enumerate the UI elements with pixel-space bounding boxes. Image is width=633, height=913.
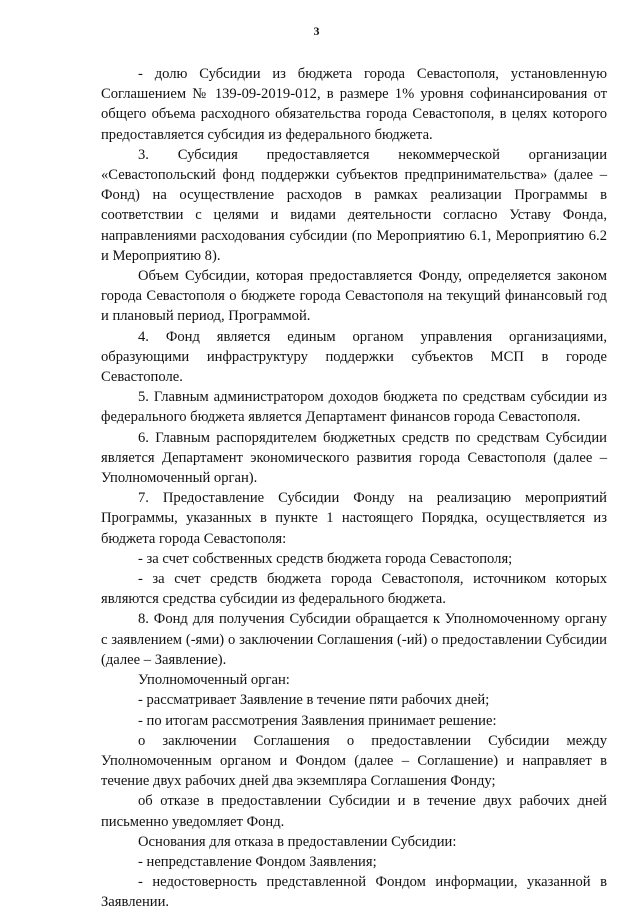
paragraph-item-6: 6. Главным распорядителем бюджетных средств по средствам Субсидии является Департамент экономического развития города Севастополя (далее – Уполномоченный орган). (101, 429, 607, 487)
paragraph-item-8: 8. Фонд для получения Субсидии обращается к Уполномоченному органу с заявлением (-ями) о заключении Соглашения (-ий) о предоставлении Субсидии (далее – Заявление). (101, 611, 607, 668)
paragraph-decision: - по итогам рассмотрения Заявления принимает решение: (138, 712, 497, 729)
paragraph-agreement-conclusion: о заключении Соглашения о предоставлении Субсидии между Уполномоченным органом и Фондом (далее – Соглашение) и направляет в течение двух рабочих дней два экземпляра Соглашения Фонду; (101, 732, 607, 790)
paragraph-inaccurate-info: - недостоверность представленной Фондом информации, указанной в Заявлении. (101, 874, 607, 911)
paragraph-refusal-grounds: Основания для отказа в предоставлении Субсидии: (138, 833, 457, 850)
paragraph-item-7: 7. Предоставление Субсидии Фонду на реализацию мероприятий Программы, указанных в пункте 1 настоящего Порядка, осуществляется из бюджета города Севастополя: (101, 490, 607, 547)
paragraph-item-3: 3. Субсидия предоставляется некоммерческой организации «Севастопольский фонд поддержки субъектов предпринимательства» (далее – Фонд) на осуществление расходов в рамках реализации Программы в соответствии с целями и видами деятельности согласно Уставу Фонда, направлениями расходования субсидии (по Мероприятию 6.1, Мероприятию 6.2 и Мероприятию 8). (101, 146, 607, 264)
paragraph-item-5: 5. Главным администратором доходов бюджета по средствам субсидии из федерального бюджета является Департамент финансов города Севастополя. (101, 389, 607, 426)
paragraph-subsidy-share: - долю Субсидии из бюджета города Севастополя, установленную Соглашением № 139-09-2019-012, в размере 1% уровня софинансирования от общего объема расходного обязательства города Севастополя, в целях которого предоставляется субсидия из федерального бюджета. (101, 66, 607, 143)
paragraph-no-application: - непредставление Фондом Заявления; (138, 853, 377, 870)
paragraph-federal-funds: - за счет средств бюджета города Севастополя, источником которых являются средства субсидии из федерального бюджета. (101, 571, 607, 608)
paragraph-review-period: - рассматривает Заявление в течение пяти рабочих дней; (138, 692, 490, 709)
paragraph-own-funds: - за счет собственных средств бюджета города Севастополя; (138, 550, 513, 567)
paragraph-item-4: 4. Фонд является единым органом управления организациями, образующими инфраструктуру поддержки субъектов МСП в городе Севастополе. (101, 328, 607, 386)
document-body (101, 64, 607, 913)
paragraph-authorized-body: Уполномоченный орган: (138, 672, 290, 689)
page-number: 3 (313, 24, 320, 38)
paragraph-refusal-notice: об отказе в предоставлении Субсидии и в течение двух рабочих дней письменно уведомляет Фонд. (101, 793, 607, 830)
paragraph-subsidy-volume: Объем Субсидии, которая предоставляется Фонду, определяется законом города Севастополя о бюджете города Севастополя на текущий финансовый год и плановый период, Программой. (101, 268, 607, 325)
